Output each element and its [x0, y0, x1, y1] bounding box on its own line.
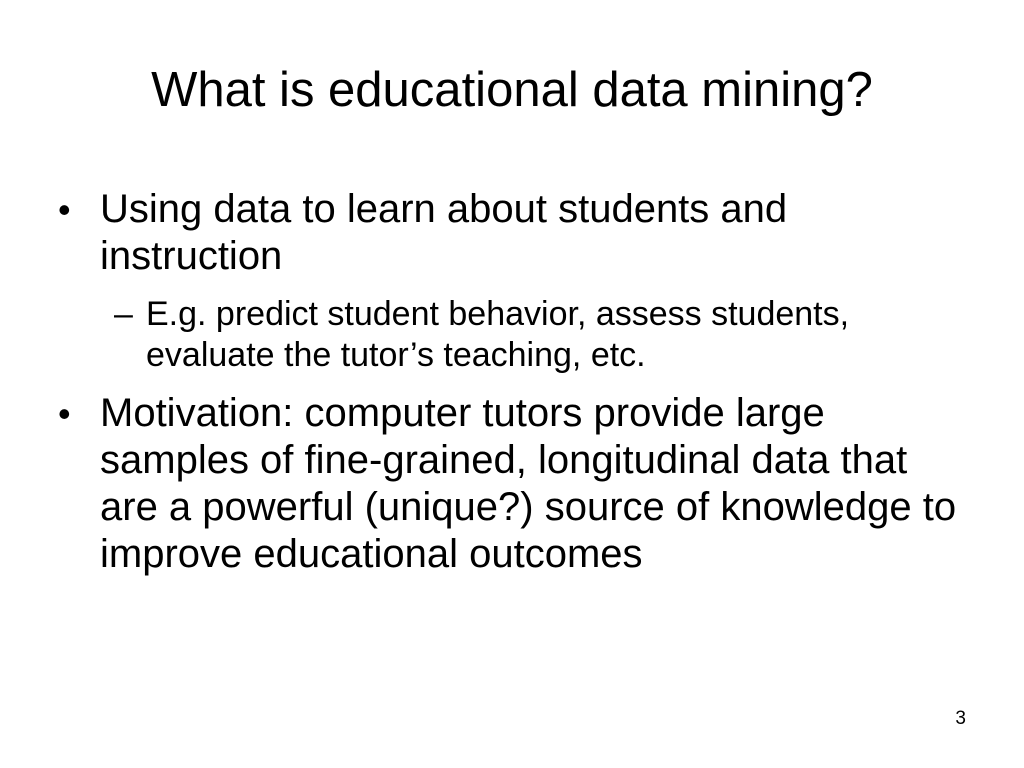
bullet-marker: •	[58, 393, 71, 434]
sub-bullet-marker: –	[114, 295, 133, 333]
bullet-item	[58, 186, 960, 280]
bullet-item	[58, 390, 960, 578]
bullet-text: Using data to learn about students and instruction	[100, 187, 788, 278]
slide-number: 3	[955, 708, 966, 729]
sub-bullet-item	[114, 294, 946, 376]
sub-bullet-text: E.g. predict student behavior, assess students, evaluate the tutor’s teaching, etc.	[146, 295, 850, 374]
bullet-text: Motivation: computer tutors provide large samples of fine-grained, longitudinal data that are a powerful (unique?) source of knowledge to improve educational outcomes	[100, 391, 957, 576]
slide-title: What is educational data mining?	[151, 63, 873, 117]
bullet-marker: •	[58, 189, 71, 230]
